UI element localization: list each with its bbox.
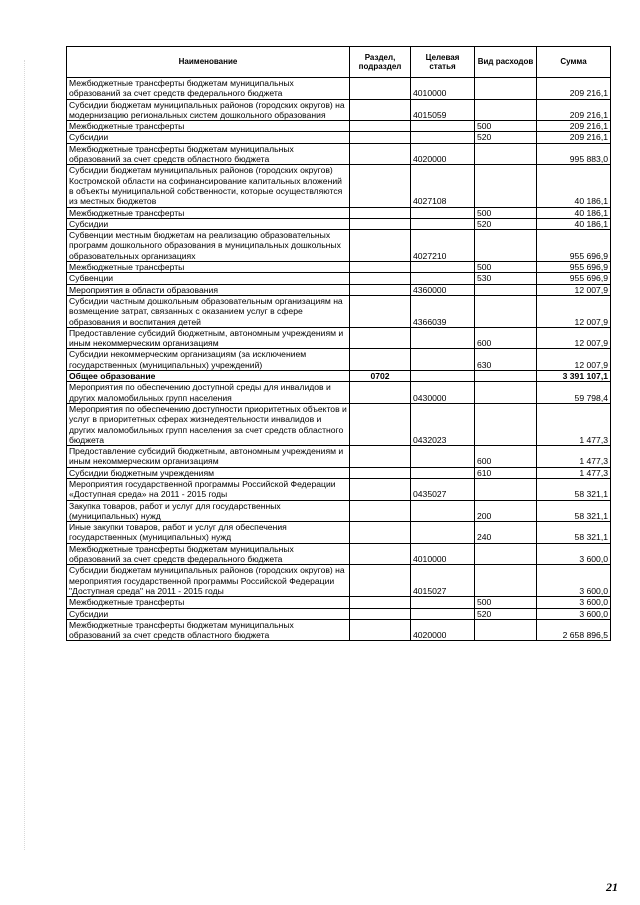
cell-razdel xyxy=(350,403,411,445)
table-header-row xyxy=(67,47,611,78)
cell-target-article: 4010000 xyxy=(411,78,475,100)
cell-name: Межбюджетные трансферты xyxy=(67,262,350,273)
cell-razdel xyxy=(350,78,411,100)
cell-sum: 3 600,0 xyxy=(537,543,611,565)
cell-expense-type: 500 xyxy=(475,121,537,132)
cell-expense-type xyxy=(475,382,537,404)
cell-expense-type xyxy=(475,295,537,327)
cell-expense-type xyxy=(475,619,537,641)
table-row xyxy=(67,230,611,262)
header-name: Наименование xyxy=(67,47,350,78)
cell-name: Закупка товаров, работ и услуг для государственных (муниципальных) нужд xyxy=(67,500,350,522)
table-row xyxy=(67,608,611,619)
cell-razdel xyxy=(350,121,411,132)
cell-expense-type xyxy=(475,99,537,121)
cell-name: Субсидии xyxy=(67,218,350,229)
cell-razdel xyxy=(350,565,411,597)
cell-target-article: 4015059 xyxy=(411,99,475,121)
cell-name: Мероприятия по обеспечению доступности приоритетных объектов и услуг в приоритетных сферах жизнедеятельности инвалидов и других маломобильных групп населения за счет средств областного бюджета xyxy=(67,403,350,445)
table-body xyxy=(67,78,611,641)
cell-target-article xyxy=(411,467,475,478)
cell-name: Межбюджетные трансферты xyxy=(67,597,350,608)
table-row xyxy=(67,207,611,218)
cell-expense-type: 200 xyxy=(475,500,537,522)
cell-expense-type xyxy=(475,230,537,262)
cell-sum: 58 321,1 xyxy=(537,478,611,500)
cell-sum: 209 216,1 xyxy=(537,99,611,121)
cell-name: Субсидии некоммерческим организациям (за исключением государственных (муниципальных) учреждений) xyxy=(67,349,350,371)
cell-sum: 58 321,1 xyxy=(537,522,611,544)
table-row xyxy=(67,522,611,544)
cell-sum: 209 216,1 xyxy=(537,121,611,132)
table-row xyxy=(67,121,611,132)
cell-target-article: 4020000 xyxy=(411,619,475,641)
cell-expense-type xyxy=(475,165,537,207)
cell-target-article xyxy=(411,218,475,229)
table-row xyxy=(67,349,611,371)
cell-sum: 12 007,9 xyxy=(537,349,611,371)
cell-target-article xyxy=(411,121,475,132)
cell-razdel: 0702 xyxy=(350,371,411,382)
table-row xyxy=(67,543,611,565)
cell-target-article: 4015027 xyxy=(411,565,475,597)
cell-target-article: 4010000 xyxy=(411,543,475,565)
cell-target-article xyxy=(411,446,475,468)
header-expense-type: Вид расходов xyxy=(475,47,537,78)
cell-sum: 3 391 107,1 xyxy=(537,371,611,382)
cell-razdel xyxy=(350,608,411,619)
cell-razdel xyxy=(350,619,411,641)
cell-name: Мероприятия в области образования xyxy=(67,284,350,295)
budget-table xyxy=(66,46,611,641)
cell-name: Межбюджетные трансферты бюджетам муниципальных образований за счет средств федерального бюджета xyxy=(67,543,350,565)
cell-target-article: 4027108 xyxy=(411,165,475,207)
cell-razdel xyxy=(350,446,411,468)
cell-razdel xyxy=(350,467,411,478)
cell-razdel xyxy=(350,327,411,349)
cell-sum: 12 007,9 xyxy=(537,284,611,295)
cell-name: Межбюджетные трансферты бюджетам муниципальных образований за счет средств федерального бюджета xyxy=(67,78,350,100)
cell-expense-type: 520 xyxy=(475,132,537,143)
cell-expense-type xyxy=(475,403,537,445)
cell-target-article xyxy=(411,371,475,382)
cell-sum: 3 600,0 xyxy=(537,565,611,597)
cell-name: Межбюджетные трансферты xyxy=(67,207,350,218)
cell-name: Субсидии бюджетам муниципальных районов (городских округов) Костромской области на софинансирование капитальных вложений в объекты муниципальной собственности, которые осуществляются из местных бюджетов xyxy=(67,165,350,207)
table-row xyxy=(67,295,611,327)
table-row xyxy=(67,403,611,445)
table-row xyxy=(67,597,611,608)
cell-name: Межбюджетные трансферты xyxy=(67,121,350,132)
cell-target-article xyxy=(411,273,475,284)
cell-sum: 995 883,0 xyxy=(537,143,611,165)
cell-razdel xyxy=(350,143,411,165)
table-row xyxy=(67,132,611,143)
table-row xyxy=(67,619,611,641)
cell-razdel xyxy=(350,478,411,500)
cell-razdel xyxy=(350,522,411,544)
cell-name: Предоставление субсидий бюджетным, автономным учреждениям и иным некоммерческим организациям xyxy=(67,327,350,349)
cell-target-article xyxy=(411,327,475,349)
header-sum: Сумма xyxy=(537,47,611,78)
cell-razdel xyxy=(350,165,411,207)
budget-document xyxy=(66,46,610,641)
table-row xyxy=(67,446,611,468)
cell-sum: 3 600,0 xyxy=(537,597,611,608)
cell-target-article: 4027210 xyxy=(411,230,475,262)
cell-expense-type: 500 xyxy=(475,207,537,218)
cell-target-article: 4366039 xyxy=(411,295,475,327)
cell-razdel xyxy=(350,382,411,404)
table-row xyxy=(67,478,611,500)
scan-margin-mark xyxy=(24,60,35,850)
cell-razdel xyxy=(350,284,411,295)
cell-target-article xyxy=(411,597,475,608)
cell-sum: 955 696,9 xyxy=(537,262,611,273)
cell-sum: 40 186,1 xyxy=(537,218,611,229)
header-target-article: Целевая статья xyxy=(411,47,475,78)
cell-razdel xyxy=(350,207,411,218)
cell-expense-type xyxy=(475,565,537,597)
cell-target-article xyxy=(411,349,475,371)
cell-expense-type xyxy=(475,543,537,565)
page-number: 21 xyxy=(606,880,618,894)
cell-target-article: 4360000 xyxy=(411,284,475,295)
cell-name: Субсидии бюджетам муниципальных районов (городских округов) на мероприятия государственной программы Российской Федерации "Доступная среда" на 2011 - 2015 годы xyxy=(67,565,350,597)
cell-sum: 209 216,1 xyxy=(537,78,611,100)
cell-name: Субсидии xyxy=(67,132,350,143)
cell-sum: 12 007,9 xyxy=(537,327,611,349)
table-row xyxy=(67,273,611,284)
cell-sum: 955 696,9 xyxy=(537,273,611,284)
cell-razdel xyxy=(350,500,411,522)
table-row xyxy=(67,262,611,273)
table-row xyxy=(67,218,611,229)
cell-sum: 3 600,0 xyxy=(537,608,611,619)
cell-razdel xyxy=(350,597,411,608)
cell-expense-type xyxy=(475,143,537,165)
table-row xyxy=(67,565,611,597)
cell-expense-type xyxy=(475,284,537,295)
cell-sum: 59 798,4 xyxy=(537,382,611,404)
cell-target-article xyxy=(411,522,475,544)
cell-name: Субсидии бюджетам муниципальных районов (городских округов) на модернизацию региональных систем дошкольного образования xyxy=(67,99,350,121)
cell-target-article: 0432023 xyxy=(411,403,475,445)
table-row xyxy=(67,284,611,295)
cell-expense-type xyxy=(475,478,537,500)
table-row xyxy=(67,500,611,522)
cell-expense-type xyxy=(475,78,537,100)
cell-expense-type: 600 xyxy=(475,327,537,349)
cell-name: Межбюджетные трансферты бюджетам муниципальных образований за счет средств областного бюджета xyxy=(67,619,350,641)
cell-sum: 1 477,3 xyxy=(537,403,611,445)
cell-razdel xyxy=(350,273,411,284)
table-row xyxy=(67,78,611,100)
cell-sum: 40 186,1 xyxy=(537,207,611,218)
cell-name: Субсидии xyxy=(67,608,350,619)
cell-expense-type: 240 xyxy=(475,522,537,544)
cell-name: Межбюджетные трансферты бюджетам муниципальных образований за счет средств областного бюджета xyxy=(67,143,350,165)
cell-expense-type: 500 xyxy=(475,262,537,273)
cell-name: Субсидии бюджетным учреждениям xyxy=(67,467,350,478)
cell-expense-type: 520 xyxy=(475,218,537,229)
cell-razdel xyxy=(350,218,411,229)
cell-sum: 1 477,3 xyxy=(537,467,611,478)
cell-razdel xyxy=(350,349,411,371)
table-row xyxy=(67,382,611,404)
cell-sum: 1 477,3 xyxy=(537,446,611,468)
cell-expense-type xyxy=(475,371,537,382)
table-row xyxy=(67,143,611,165)
cell-target-article: 0430000 xyxy=(411,382,475,404)
table-row xyxy=(67,371,611,382)
cell-razdel xyxy=(350,295,411,327)
cell-razdel xyxy=(350,99,411,121)
cell-razdel xyxy=(350,262,411,273)
cell-expense-type: 630 xyxy=(475,349,537,371)
cell-sum: 58 321,1 xyxy=(537,500,611,522)
cell-expense-type: 600 xyxy=(475,446,537,468)
cell-target-article: 4020000 xyxy=(411,143,475,165)
cell-target-article xyxy=(411,262,475,273)
cell-name: Предоставление субсидий бюджетным, автономным учреждениям и иным некоммерческим организациям xyxy=(67,446,350,468)
cell-target-article xyxy=(411,608,475,619)
cell-razdel xyxy=(350,543,411,565)
cell-name: Мероприятия государственной программы Российской Федерации «Доступная среда» на 2011 - 2015 годы xyxy=(67,478,350,500)
cell-razdel xyxy=(350,132,411,143)
header-razdel: Раздел, подраздел xyxy=(350,47,411,78)
cell-name: Мероприятия по обеспечению доступной среды для инвалидов и других маломобильных групп населения xyxy=(67,382,350,404)
cell-target-article xyxy=(411,500,475,522)
cell-sum: 40 186,1 xyxy=(537,165,611,207)
cell-razdel xyxy=(350,230,411,262)
cell-expense-type: 500 xyxy=(475,597,537,608)
table-row xyxy=(67,165,611,207)
cell-name: Общее образование xyxy=(67,371,350,382)
cell-name: Субвенции xyxy=(67,273,350,284)
cell-sum: 12 007,9 xyxy=(537,295,611,327)
cell-target-article xyxy=(411,207,475,218)
cell-sum: 209 216,1 xyxy=(537,132,611,143)
cell-name: Субвенции местным бюджетам на реализацию образовательных программ дошкольного образования в муниципальных дошкольных образовательных организациях xyxy=(67,230,350,262)
table-row xyxy=(67,467,611,478)
cell-sum: 955 696,9 xyxy=(537,230,611,262)
table-row xyxy=(67,327,611,349)
cell-target-article: 0435027 xyxy=(411,478,475,500)
cell-name: Иные закупки товаров, работ и услуг для обеспечения государственных (муниципальных) нужд xyxy=(67,522,350,544)
cell-target-article xyxy=(411,132,475,143)
cell-sum: 2 658 896,5 xyxy=(537,619,611,641)
cell-name: Субсидии частным дошкольным образовательным организациям на возмещение затрат, связанных с оказанием услуг в сфере образования и воспитания детей xyxy=(67,295,350,327)
cell-expense-type: 520 xyxy=(475,608,537,619)
cell-expense-type: 610 xyxy=(475,467,537,478)
cell-expense-type: 530 xyxy=(475,273,537,284)
table-row xyxy=(67,99,611,121)
